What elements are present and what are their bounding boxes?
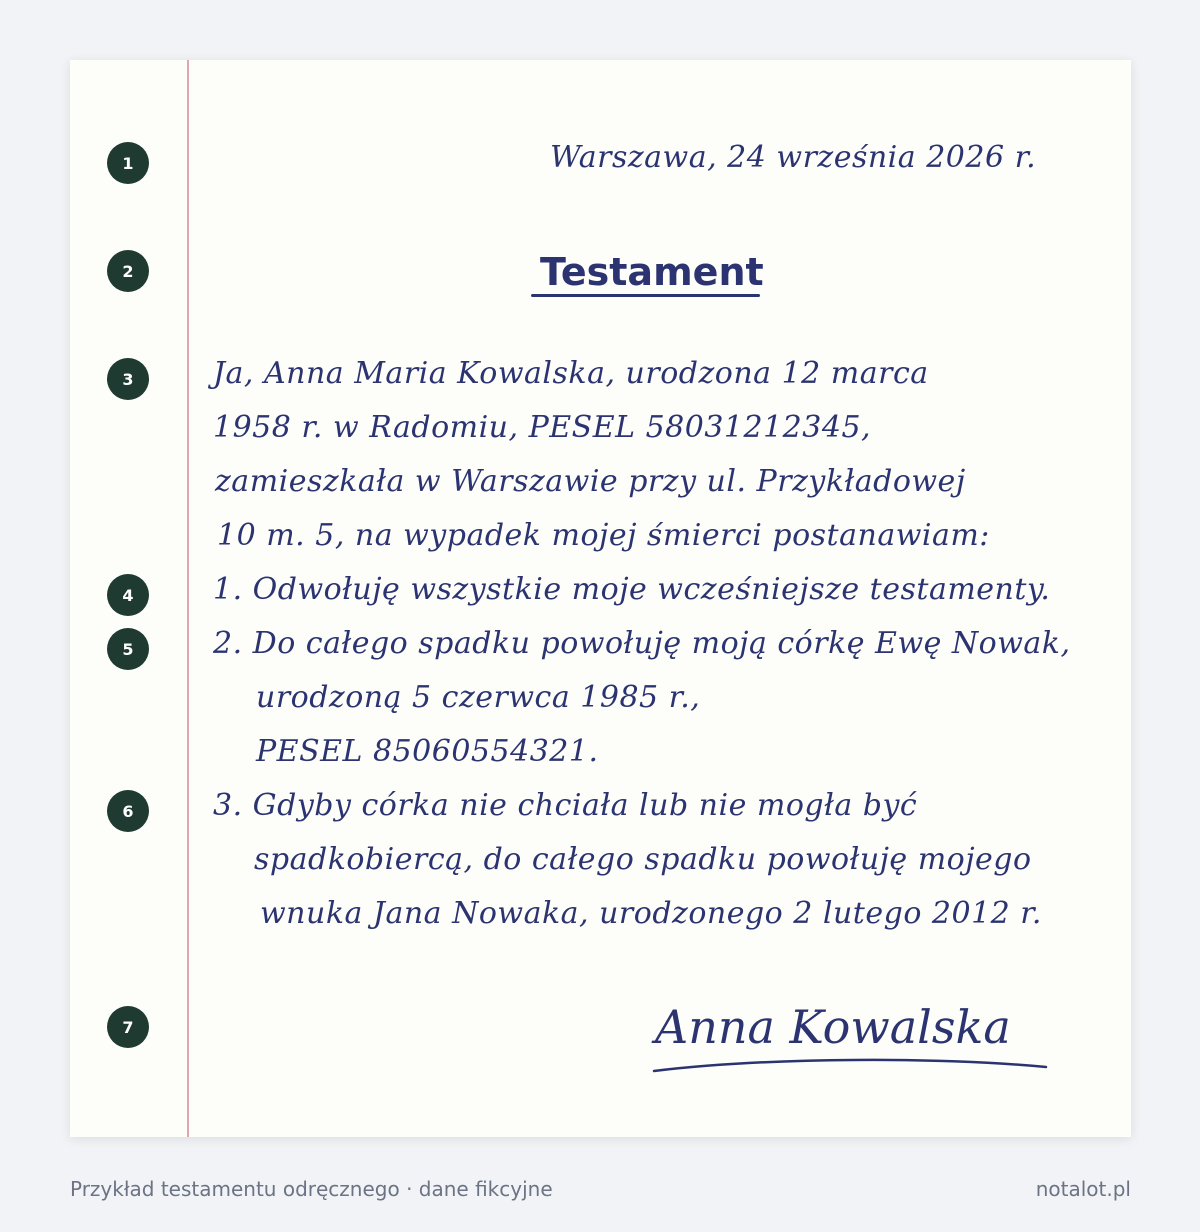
clause-3-line-2: spadkobiercą, do całego spadku powołuję mojego	[254, 842, 1032, 877]
step-marker-2: 2	[107, 250, 149, 292]
clause-2-line-2: urodzoną 5 czerwca 1985 r.,	[256, 680, 701, 715]
step-marker-4: 4	[107, 574, 149, 616]
margin-line	[187, 60, 189, 1137]
step-marker-5: 5	[107, 628, 149, 670]
intro-line-2: 1958 r. w Radomiu, PESEL 58031212345,	[213, 410, 872, 445]
intro-line-4: 10 m. 5, na wypadek mojej śmierci postanawiam:	[217, 518, 990, 553]
intro-line-3: zamieszkała w Warszawie przy ul. Przykładowej	[215, 464, 966, 499]
step-marker-7: 7	[107, 1006, 149, 1048]
signature-underline	[650, 1055, 1050, 1079]
footer-caption: Przykład testamentu odręcznego · dane fikcyjne	[70, 1177, 553, 1201]
document-title: Testament	[540, 250, 764, 294]
clause-3-line-1: 3. Gdyby córka nie chciała lub nie mogła być	[213, 788, 918, 823]
place-and-date: Warszawa, 24 września 2026 r.	[550, 140, 1037, 175]
handwritten-will-sheet	[70, 60, 1131, 1137]
clause-2-line-1: 2. Do całego spadku powołuję moją córkę Ewę Nowak,	[213, 626, 1071, 661]
clause-3-line-3: wnuka Jana Nowaka, urodzonego 2 lutego 2012 r.	[260, 896, 1042, 931]
step-marker-6: 6	[107, 790, 149, 832]
step-marker-3: 3	[107, 358, 149, 400]
footer-site: notalot.pl	[1035, 1177, 1131, 1201]
clause-2-line-3: PESEL 85060554321.	[256, 734, 599, 769]
step-marker-1: 1	[107, 142, 149, 184]
signature: Anna Kowalska	[655, 1000, 1011, 1054]
clause-1: 1. Odwołuję wszystkie moje wcześniejsze testamenty.	[213, 572, 1051, 607]
title-underline	[531, 294, 760, 297]
intro-line-1: Ja, Anna Maria Kowalska, urodzona 12 marca	[213, 356, 929, 391]
